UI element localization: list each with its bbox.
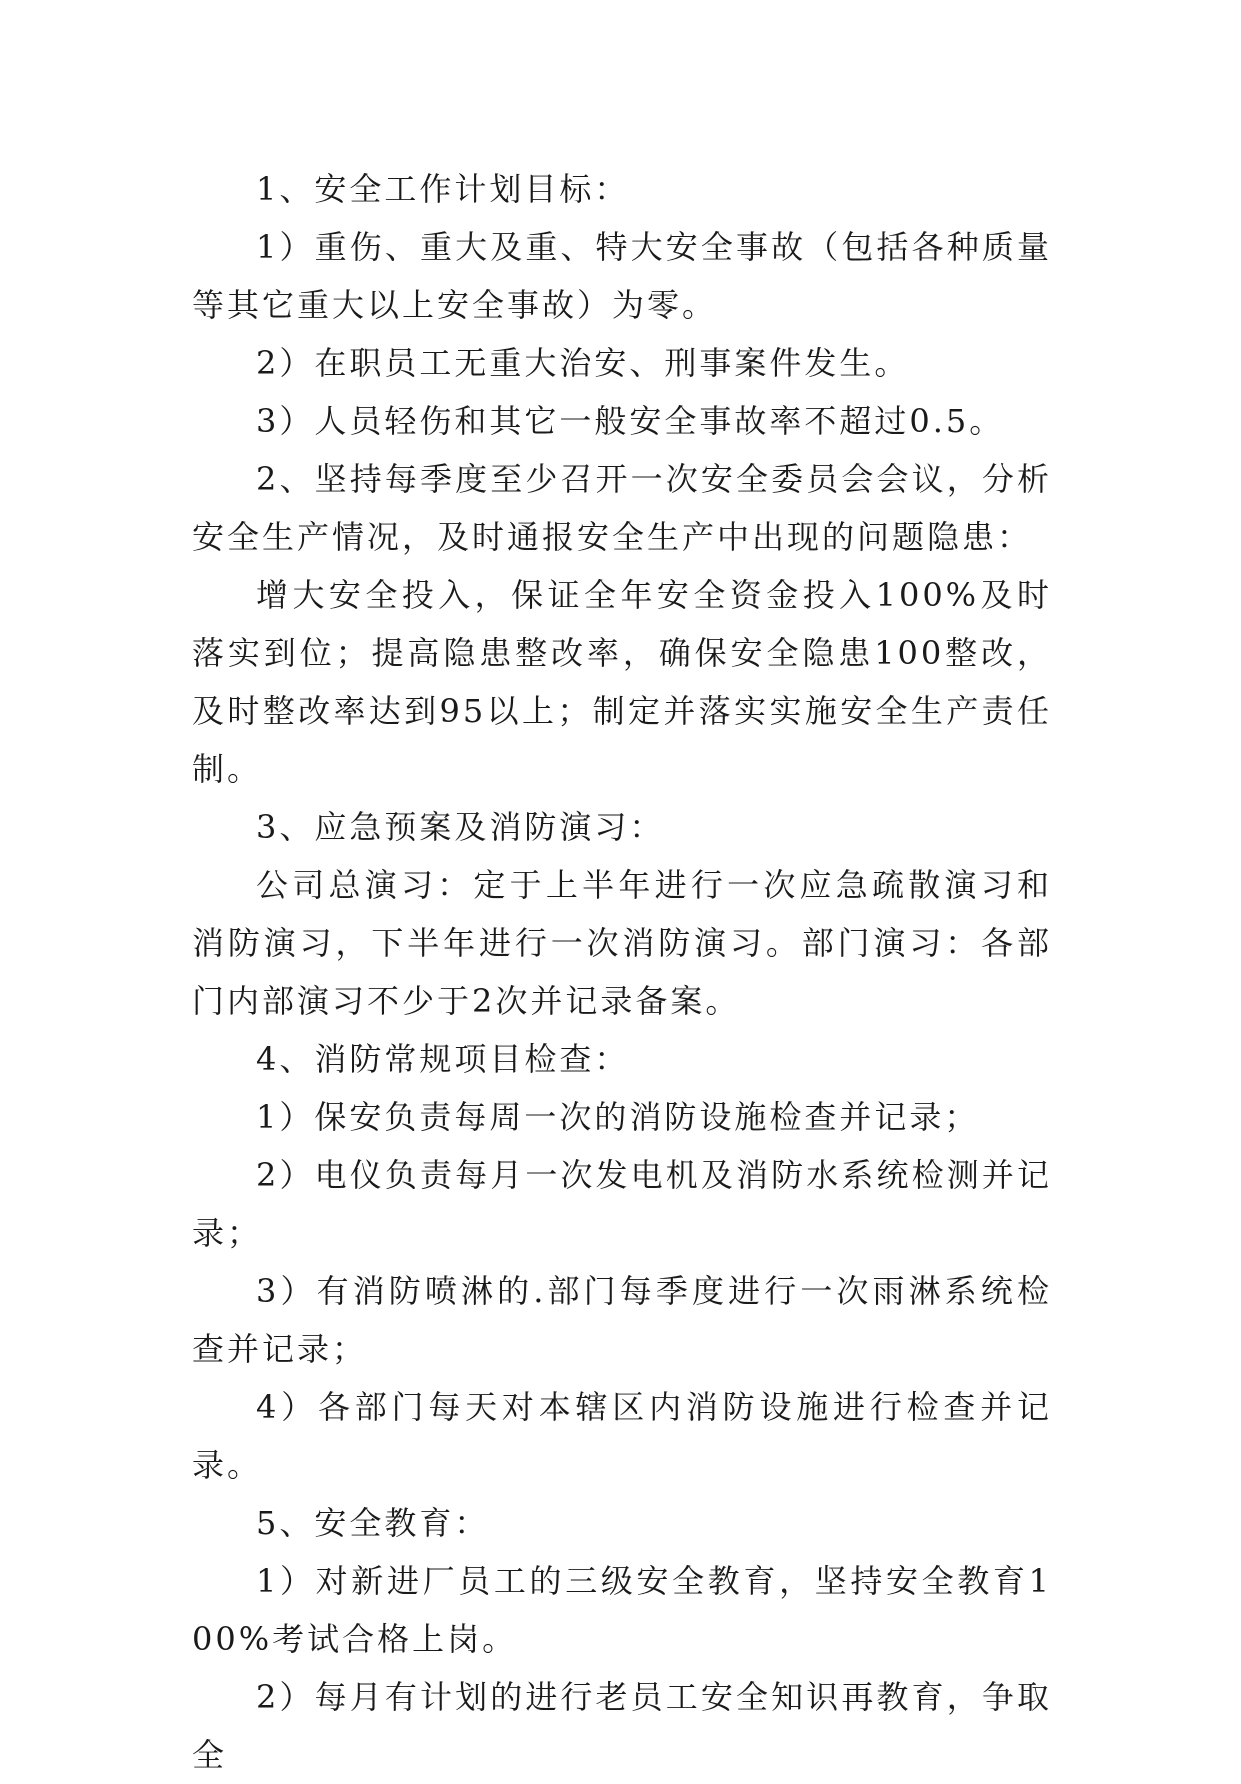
document-page xyxy=(192,160,1052,1784)
paragraph-16: 2）每月有计划的进行老员工安全知识再教育，争取全 xyxy=(192,1678,1052,1774)
paragraph-10: 1）保安负责每周一次的消防设施检查并记录； xyxy=(256,1098,980,1136)
paragraph-1: 1、安全工作计划目标： xyxy=(256,170,630,208)
paragraph-2: 1）重伤、重大及重、特大安全事故（包括各种质量等其它重大以上安全事故）为零。 xyxy=(192,228,1052,324)
paragraph-14: 5、安全教育： xyxy=(256,1504,490,1542)
paragraph-8: 公司总演习：定于上半年进行一次应急疏散演习和消防演习，下半年进行一次消防演习。部门演习：各部门内部演习不少于2次并记录备案。 xyxy=(192,866,1052,1020)
paragraph-4: 3）人员轻伤和其它一般安全事故率不超过0.5。 xyxy=(256,402,1005,440)
paragraph-12: 3）有消防喷淋的.部门每季度进行一次雨淋系统检查并记录； xyxy=(192,1272,1052,1368)
paragraph-7: 3、应急预案及消防演习： xyxy=(256,808,665,846)
paragraph-15: 1）对新进厂员工的三级安全教育，坚持安全教育100%考试合格上岗。 xyxy=(192,1562,1052,1658)
paragraph-6: 增大安全投入，保证全年安全资金投入100%及时落实到位；提高隐患整改率，确保安全隐患100整改，及时整改率达到95以上；制定并落实实施安全生产责任制。 xyxy=(192,576,1052,788)
paragraph-9: 4、消防常规项目检查： xyxy=(256,1040,630,1078)
paragraph-5: 2、坚持每季度至少召开一次安全委员会会议，分析安全生产情况，及时通报安全生产中出现的问题隐患： xyxy=(192,460,1052,556)
paragraph-13: 4）各部门每天对本辖区内消防设施进行检查并记录。 xyxy=(192,1388,1052,1484)
paragraph-3: 2）在职员工无重大治安、刑事案件发生。 xyxy=(256,344,910,382)
paragraph-11: 2）电仪负责每月一次发电机及消防水系统检测并记录； xyxy=(192,1156,1052,1252)
